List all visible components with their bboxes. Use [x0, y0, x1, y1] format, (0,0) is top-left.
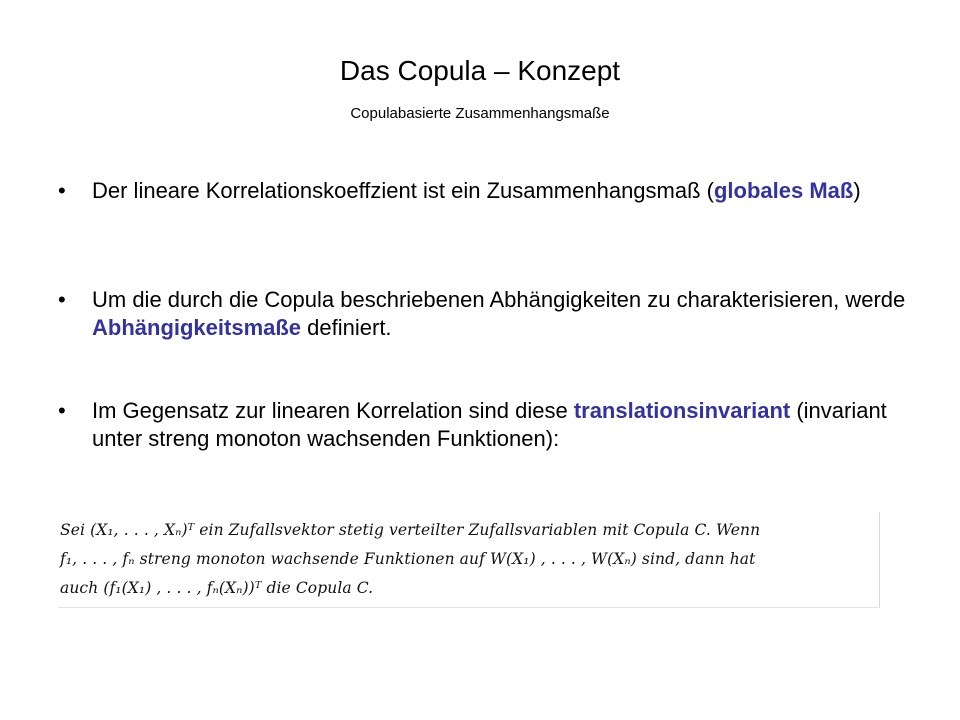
bullet-text: Im Gegensatz zur linearen Korrelation sind diese	[92, 398, 574, 423]
bullet-item	[58, 397, 912, 453]
bullet-item	[58, 177, 912, 205]
bullet-text: Um die durch die Copula beschriebenen Abhängigkeiten zu charakterisieren, werde	[92, 287, 906, 312]
bullet-icon: •	[58, 287, 66, 312]
highlighted-term: translationsinvariant	[573, 398, 791, 423]
slide-title: Das Copula – Konzept	[339, 55, 621, 86]
theorem-line: auch (f₁(X₁) , . . . , fₙ(Xₙ))ᵀ die Copula C.	[60, 579, 374, 597]
theorem-line: Sei (X₁, . . . , Xₙ)ᵀ ein Zufallsvektor stetig verteilter Zufallsvariablen mit Copula C. Wenn	[60, 521, 761, 539]
theorem-line: f₁, . . . , fₙ streng monoton wachsende Funktionen auf W(X₁) , . . . , W(Xₙ) sind, dann hat	[60, 550, 756, 568]
highlighted-term: Abhängigkeitsmaße	[92, 315, 302, 340]
bullet-item	[58, 286, 912, 342]
bullet-icon: •	[58, 398, 66, 423]
highlighted-term: globales Maß	[713, 178, 854, 203]
slide-subtitle: Copulabasierte Zusammenhangsmaße	[350, 105, 610, 122]
bullet-text: Der lineare Korrelationskoeffzient ist ein Zusammenhangsmaß (	[92, 178, 714, 203]
theorem-image	[58, 512, 880, 608]
bullet-icon: •	[58, 178, 66, 203]
bullet-text: (invariant unter streng monoton wachsenden Funktionen):	[92, 398, 887, 451]
bullet-text: )	[853, 178, 861, 203]
bullet-text: definiert.	[301, 315, 392, 340]
